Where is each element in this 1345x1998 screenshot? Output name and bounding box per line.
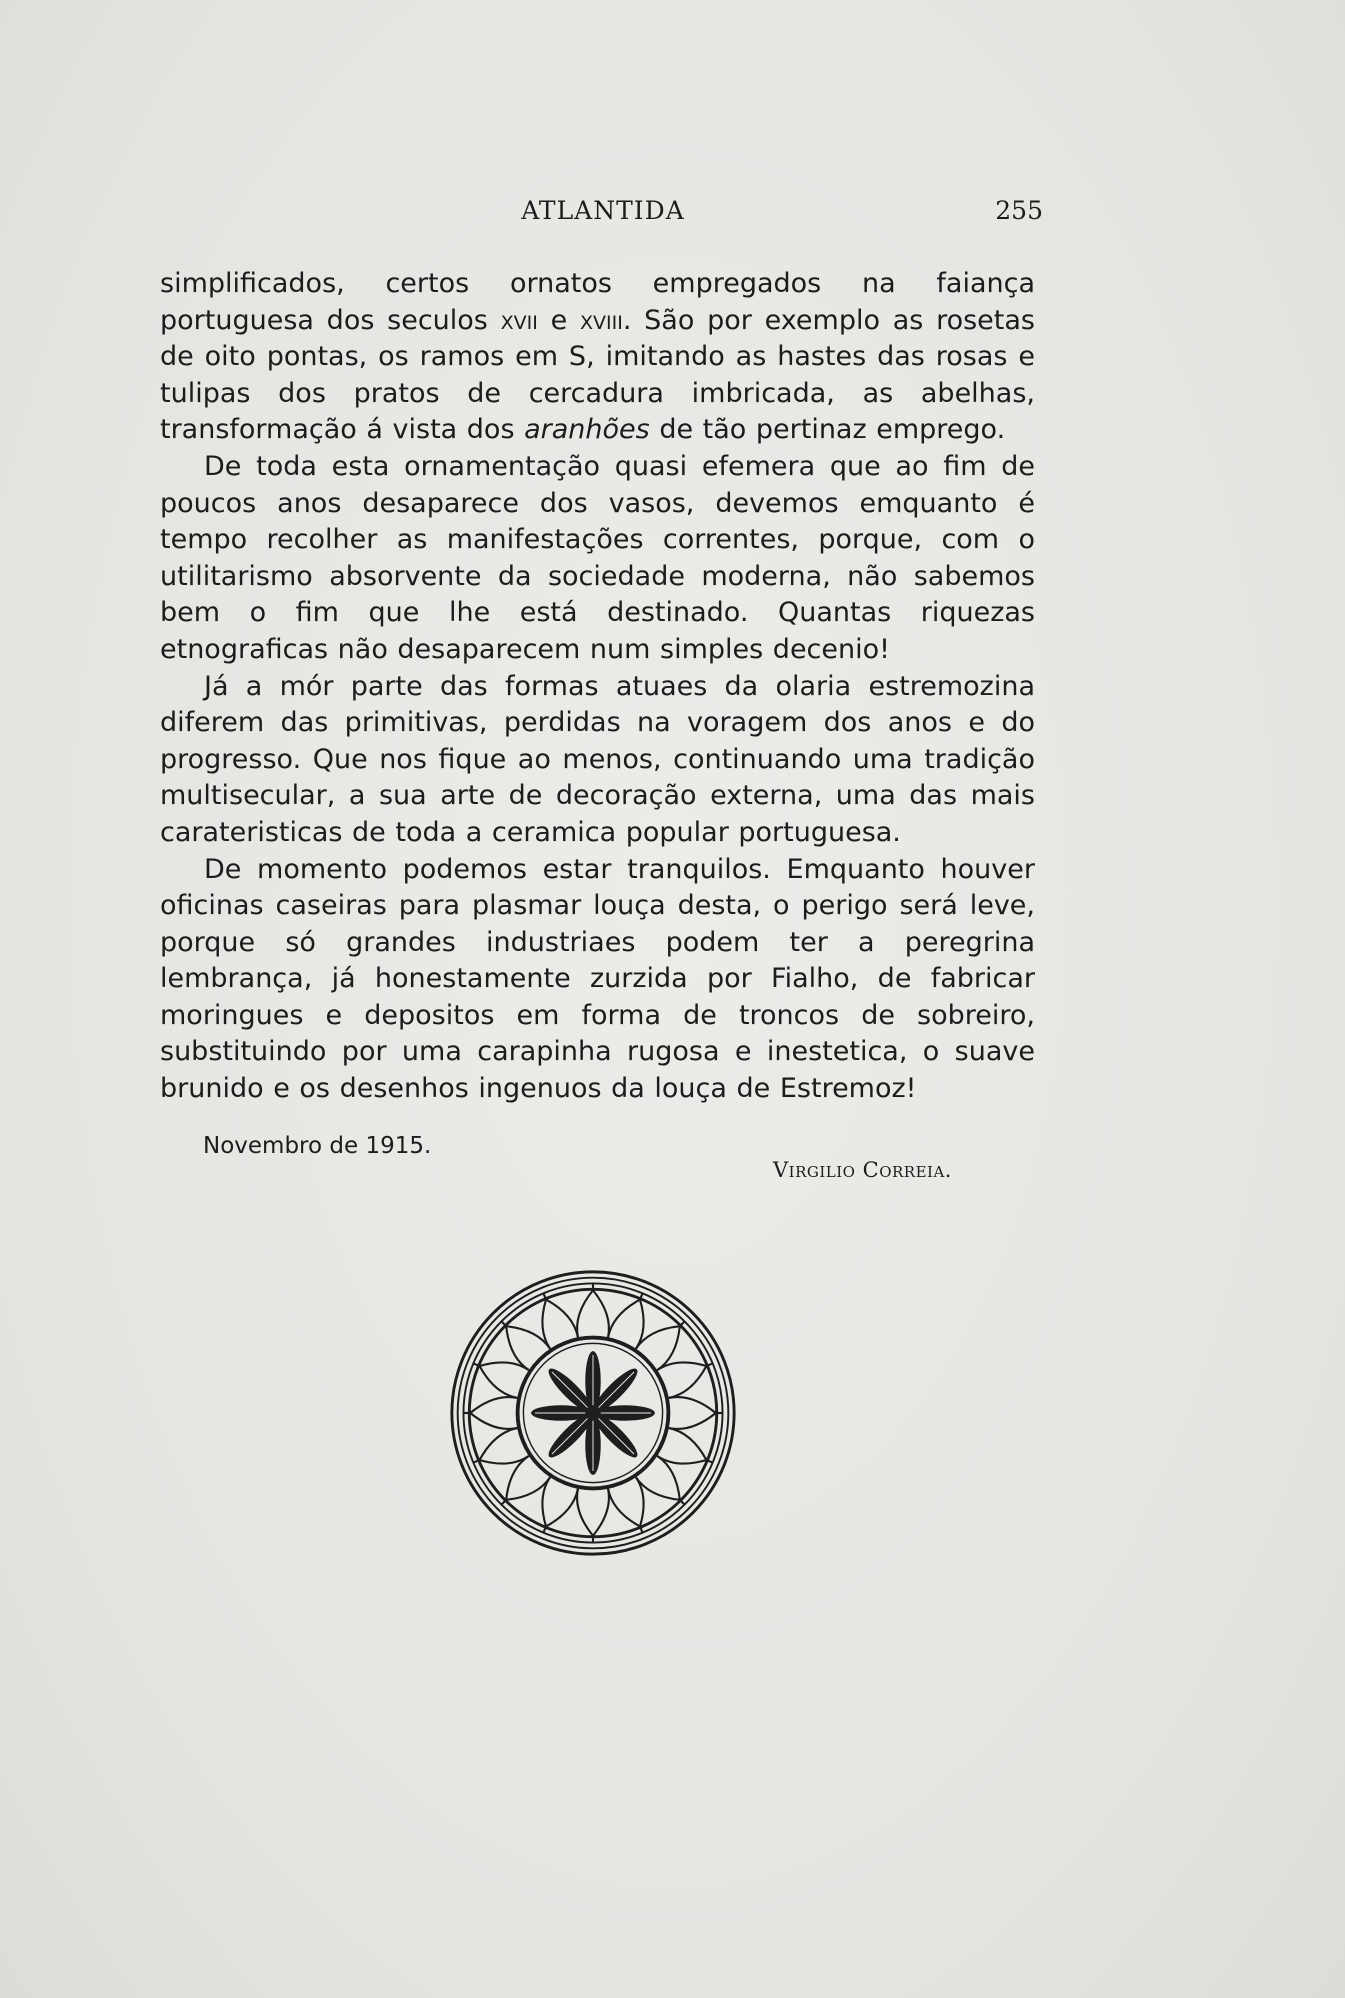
scallop-stroke <box>546 1300 578 1338</box>
scallop-stroke <box>577 1489 593 1536</box>
italic-term: aranhões <box>524 414 650 446</box>
rim-tick <box>680 1321 684 1325</box>
century-numeral-18: xviii <box>580 304 623 336</box>
rim-tick <box>707 1460 712 1462</box>
rim-tick <box>680 1500 684 1504</box>
running-header <box>163 196 1043 232</box>
paragraph-1-text-b: e <box>537 304 580 336</box>
rim-tick <box>640 1293 642 1298</box>
scallop-stroke <box>669 1413 716 1429</box>
scallop-stroke <box>577 1290 593 1337</box>
rim-tick <box>473 1363 478 1365</box>
paragraph-1-text-c: . São por exemplo as rosetas de oito pontas, os ramos em S, imitando as hastes das rosas e tulipas dos pratos de cercadura imbricada, as abelhas, transformação á vista dos <box>160 304 1035 446</box>
scallop-stroke <box>593 1290 609 1337</box>
rim-tick <box>707 1363 712 1365</box>
rim-tick <box>473 1460 478 1462</box>
petal-vein <box>598 1418 634 1454</box>
scallop-stroke <box>470 1397 517 1413</box>
century-numeral-17: xvii <box>500 304 538 336</box>
scallop-stroke <box>608 1300 640 1338</box>
rim-tick <box>543 1293 545 1298</box>
scallop-stroke <box>470 1413 517 1429</box>
page-number: 255 <box>995 196 1043 225</box>
scallop-stroke <box>669 1366 707 1398</box>
paragraph-2: De toda esta ornamentação quasi efemera que ao fim de poucos anos desaparece dos vasos, devemos emquanto é tempo recolher as manifestações correntes, porque, com o utilitarismo absorvente da sociedade moderna, não sabemos bem o fim que lhe está destinado. Quantas riquezas etnograficas não desaparecem num simples decenio! <box>160 450 1035 665</box>
scallop-stroke <box>669 1397 716 1413</box>
scallop-stroke <box>546 1489 578 1527</box>
rim-tick <box>640 1527 642 1532</box>
rim-tick <box>543 1527 545 1532</box>
paragraph-1-text-d: de tão pertinaz emprego. <box>649 414 1006 446</box>
rim-tick <box>501 1500 505 1504</box>
petal-vein <box>598 1372 634 1408</box>
paragraph-1-text-a: simplificados, certos ornatos empregados na faiança portuguesa dos seculos <box>160 268 1035 336</box>
rim-tick <box>501 1321 505 1325</box>
eight-petal-rosette-plate-icon <box>448 1268 738 1558</box>
petal-vein <box>552 1418 588 1454</box>
petal-vein <box>552 1372 588 1408</box>
scallop-stroke <box>608 1489 640 1527</box>
scallop-stroke <box>593 1489 609 1536</box>
running-title: ATLANTIDA <box>521 196 685 225</box>
dateline: Novembro de 1915. <box>203 1133 432 1159</box>
scallop-stroke <box>669 1428 707 1460</box>
scallop-stroke <box>480 1428 518 1460</box>
paragraph-3: Já a mór parte das formas atuaes da olaria estremozina diferem das primitivas, perdidas na voragem dos anos e do progresso. Que nos fique ao menos, continuando uma tradição multisecular, a sua arte de decoração externa, uma das mais carateristicas de toda a ceramica popular portuguesa. <box>160 670 1035 848</box>
body-text <box>160 266 1035 1108</box>
scallop-stroke <box>480 1366 518 1398</box>
paragraph-1 <box>160 266 1035 449</box>
paragraph-4: De momento podemos estar tranquilos. Emquanto houver oficinas caseiras para plasmar louça desta, o perigo será leve, porque só grandes industriaes podem ter a peregrina lembrança, já honestamente zurzida por Fialho, de fabricar moringues e depositos em forma de troncos de sobreiro, substituindo por uma carapinha rugosa e inestetica, o suave brunido e os desenhos ingenuos da louça de Estremoz! <box>160 853 1035 1105</box>
author-signature: Virgilio Correia. <box>773 1158 952 1182</box>
